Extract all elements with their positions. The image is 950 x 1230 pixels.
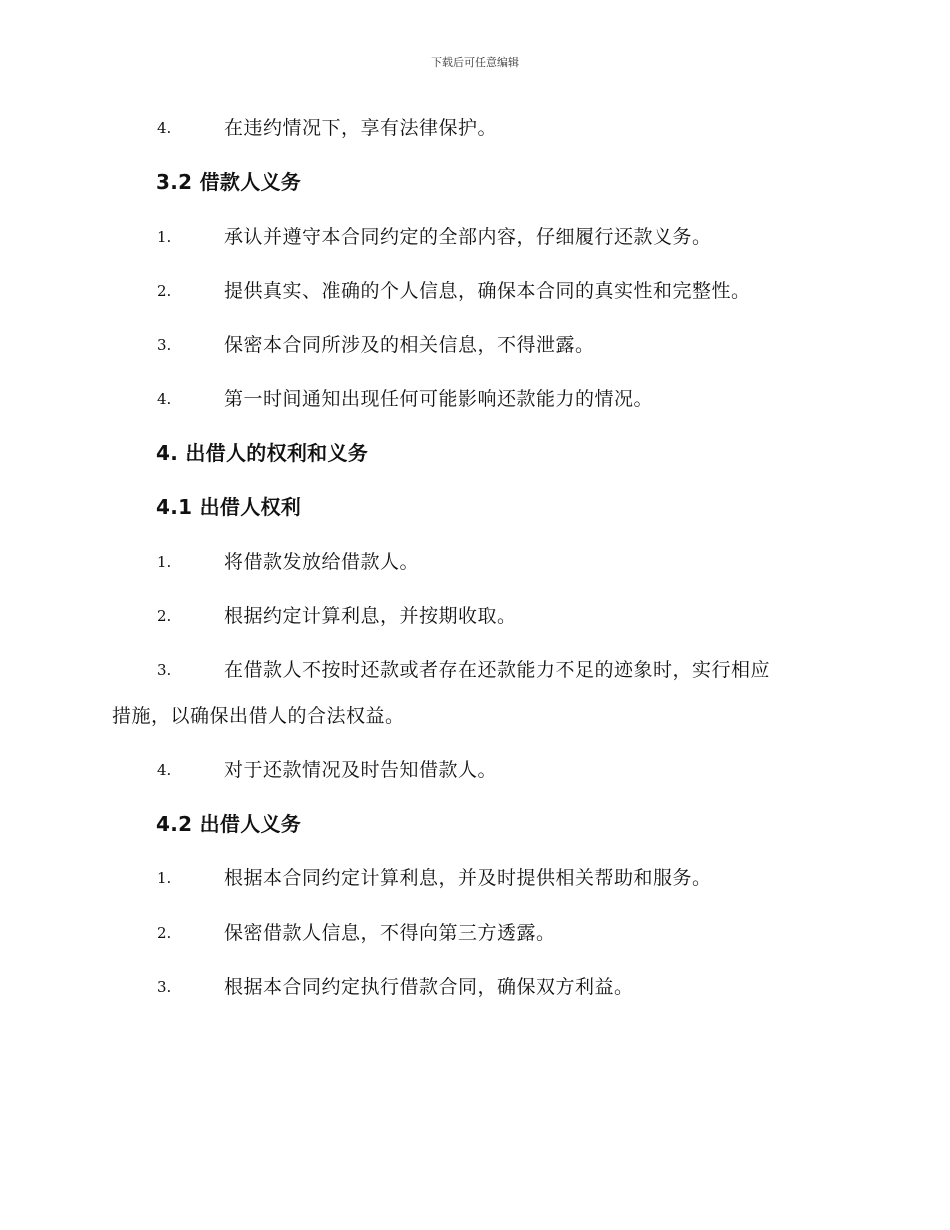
list-number: 3. — [157, 661, 172, 679]
list-item — [0, 918, 950, 948]
section-heading-text: 4.2 出借人义务 — [156, 812, 302, 836]
list-number: 1. — [157, 553, 172, 571]
list-item — [0, 384, 950, 414]
list-text: 根据约定计算利息，并按期收取。 — [224, 605, 517, 627]
list-item — [0, 863, 950, 893]
section-heading — [0, 167, 950, 197]
list-item — [0, 972, 950, 1002]
list-number: 2. — [157, 282, 172, 300]
list-item — [0, 755, 950, 785]
list-text: 在违约情况下，享有法律保护。 — [224, 117, 498, 139]
list-number: 2. — [157, 607, 172, 625]
section-heading — [0, 809, 950, 839]
list-number: 3. — [157, 336, 172, 354]
list-text: 提供真实、准确的个人信息，确保本合同的真实性和完整性。 — [224, 280, 751, 302]
list-item — [0, 547, 950, 577]
list-text: 将借款发放给借款人。 — [224, 551, 420, 573]
list-item — [0, 655, 950, 685]
list-number: 3. — [157, 978, 172, 996]
list-number: 1. — [157, 869, 172, 887]
list-text: 保密本合同所涉及的相关信息，不得泄露。 — [224, 334, 595, 356]
list-number: 4. — [157, 761, 172, 779]
list-text: 第一时间通知出现任何可能影响还款能力的情况。 — [224, 388, 654, 410]
list-text-continuation: 措施，以确保出借人的合法权益。 — [112, 705, 405, 727]
list-text: 对于还款情况及时告知借款人。 — [224, 759, 498, 781]
list-item — [0, 113, 950, 143]
list-item — [0, 601, 950, 631]
list-item-continuation — [0, 701, 950, 731]
list-text: 保密借款人信息，不得向第三方透露。 — [224, 922, 556, 944]
list-text: 根据本合同约定计算利息，并及时提供相关帮助和服务。 — [224, 867, 712, 889]
page-header-note: 下载后可任意编辑 — [431, 56, 519, 69]
section-heading — [0, 438, 950, 468]
section-heading-text: 4.1 出借人权利 — [156, 495, 302, 519]
list-number: 4. — [157, 119, 172, 137]
list-text: 在借款人不按时还款或者存在还款能力不足的迹象时，实行相应 — [224, 659, 771, 681]
list-number: 2. — [157, 924, 172, 942]
section-heading-text: 4. 出借人的权利和义务 — [156, 441, 369, 465]
list-text: 根据本合同约定执行借款合同，确保双方利益。 — [224, 976, 634, 998]
list-item — [0, 222, 950, 252]
list-text: 承认并遵守本合同约定的全部内容，仔细履行还款义务。 — [224, 226, 712, 248]
section-heading — [0, 492, 950, 522]
list-item — [0, 330, 950, 360]
list-item — [0, 276, 950, 306]
list-number: 1. — [157, 228, 172, 246]
list-number: 4. — [157, 390, 172, 408]
section-heading-text: 3.2 借款人义务 — [156, 170, 302, 194]
